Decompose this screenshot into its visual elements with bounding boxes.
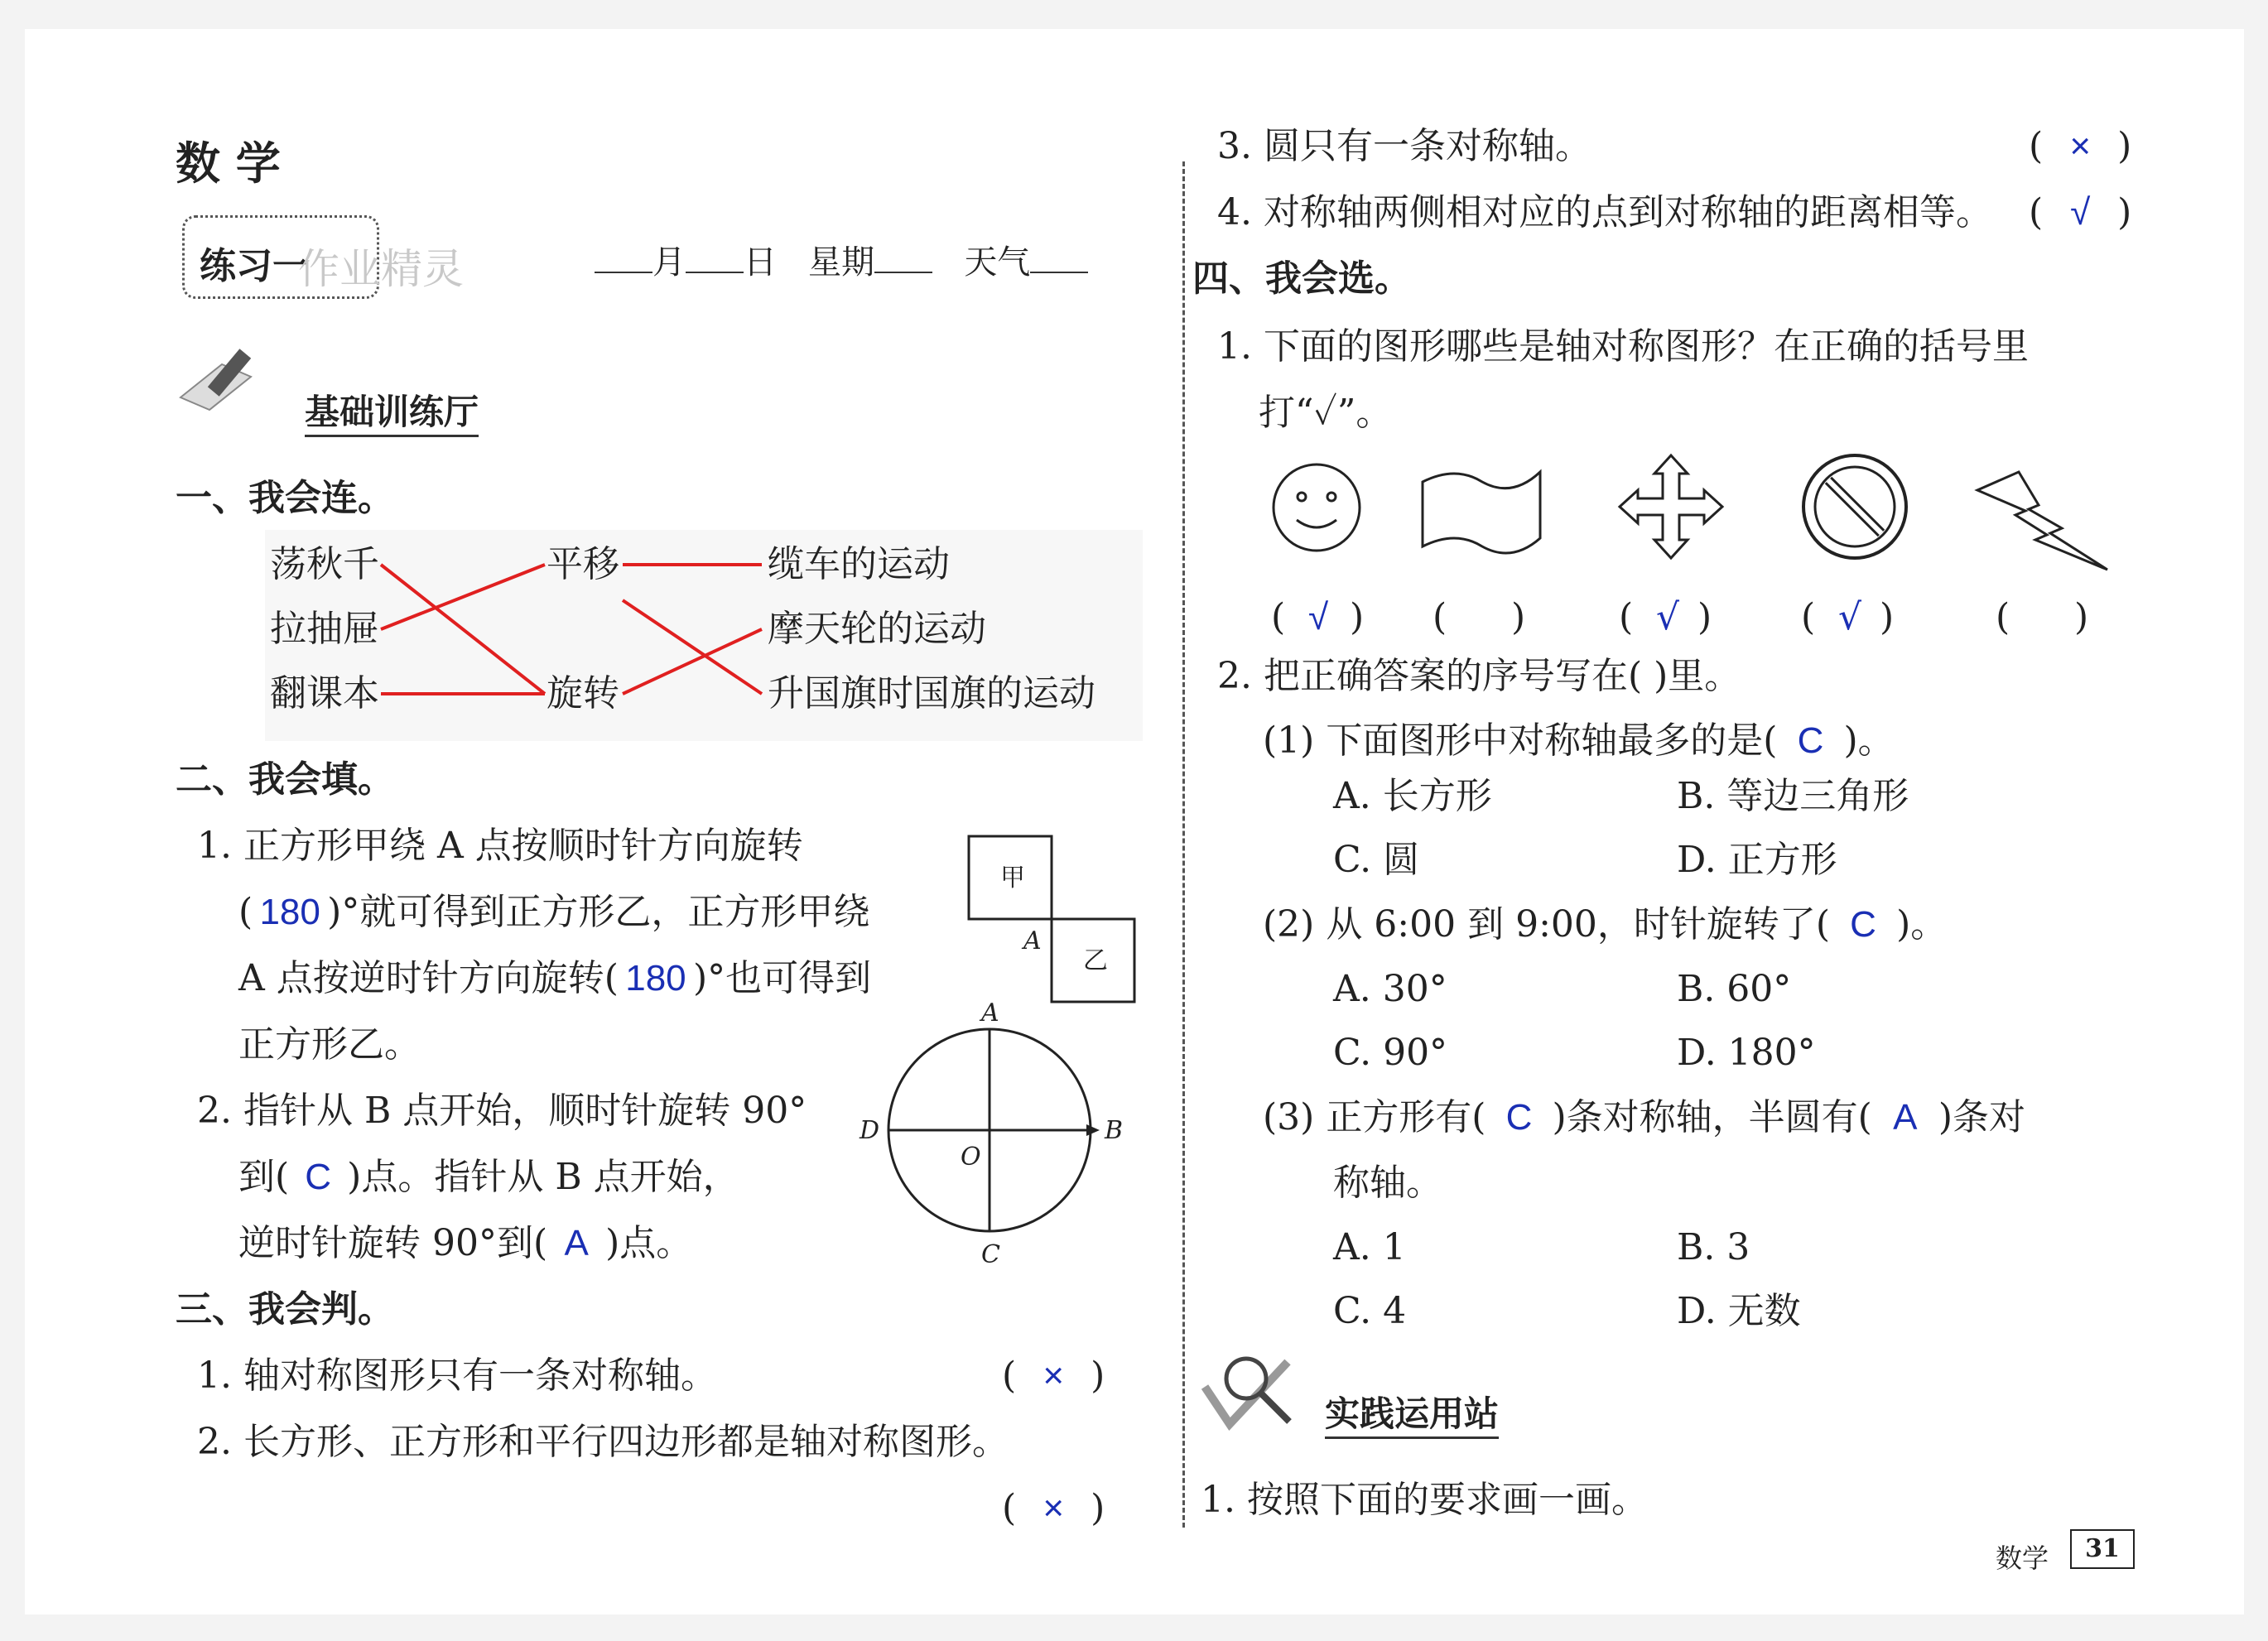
s4-q2-sub1-opt-a: A. 长方形 — [1333, 775, 1492, 817]
s3-item-1-answer: × — [1043, 1355, 1065, 1396]
match-box — [265, 530, 1143, 741]
s3-item-3: 3. 圆只有一条对称轴。 — [1217, 125, 1591, 167]
s3-item-1: 1. 轴对称图形只有一条对称轴。 — [197, 1355, 717, 1397]
s4-q2-sub3-stem: (3) 正方形有( C )条对称轴，半圆有( A )条对 — [1263, 1096, 2025, 1138]
s3-item-4: 4. 对称轴两侧相对应的点到对称轴的距离相等。 — [1217, 191, 1992, 233]
s4-q2-sub3-opt-a: A. 1 — [1333, 1226, 1406, 1268]
s4-q2-sub1-opt-b: B. 等边三角形 — [1677, 775, 1909, 817]
shape-4-bracket: ( — [1801, 596, 1816, 638]
s4-q2-sub2-answer: C — [1850, 904, 1876, 945]
page-number: 31 — [2070, 1529, 2135, 1569]
s4-q2-sub1-opt-c: C. 圆 — [1333, 839, 1420, 881]
match-mid-2: 旋转 — [547, 672, 619, 715]
footer-subject: 数学 — [1996, 1542, 2049, 1574]
exercise-label: 练习一 — [200, 245, 309, 287]
s4-q2-sub1-stem: (1) 下面图形中对称轴最多的是( C )。 — [1263, 719, 1895, 762]
s3-item-2-bracket: ( × ) — [1002, 1487, 1105, 1529]
s3-item-4-answer: √ — [2070, 192, 2091, 233]
match-left-1: 荡秋千 — [270, 543, 379, 585]
practice-q1: 1. 按照下面的要求画一画。 — [1201, 1479, 1648, 1521]
match-right-3: 升国旗时国旗的运动 — [768, 672, 1095, 715]
weekday-label: 星期 — [808, 243, 875, 282]
s4-q2-sub2-opt-b: B. 60° — [1677, 968, 1792, 1010]
s4-q2-sub2-opt-d: D. 180° — [1677, 1032, 1816, 1074]
s4-q1-line2: 打“✓”。 — [1259, 392, 1393, 434]
s2-title: 二、我会填。 — [176, 758, 394, 801]
s2-q2-line1: 2. 指针从 B 点开始，顺时针旋转 90° — [197, 1090, 807, 1132]
shape-1-bracket: ( — [1271, 596, 1286, 638]
watermark: 作业精灵 — [298, 245, 464, 293]
month-label: 月 — [652, 243, 686, 282]
s3-item-1-bracket: ( × ) — [1002, 1355, 1105, 1397]
s4-q2-sub1-answer: C — [1797, 720, 1824, 761]
workbook-page — [25, 29, 2244, 1615]
s2-q1-answer2: 180 — [625, 958, 686, 999]
match-left-3: 翻课本 — [270, 672, 379, 715]
prohibition-sign-icon — [1803, 455, 1906, 558]
s4-q2-sub3-answer1: C — [1505, 1097, 1533, 1138]
magnifier-check-icon — [1197, 1345, 1304, 1436]
match-right-2: 摩天轮的运动 — [768, 608, 986, 650]
s2-q2-answer1: C — [305, 1157, 332, 1197]
s3-item-4-bracket: ( √ ) — [2029, 191, 2132, 233]
s2-q2-line3: 逆时针旋转 90°到( A )点。 — [238, 1222, 693, 1264]
s2-q1-line4: 正方形乙。 — [238, 1023, 421, 1066]
s4-q2-sub2-stem: (2) 从 6:00 到 9:00，时针旋转了( C )。 — [1263, 903, 1948, 946]
clock-circle-figure — [853, 989, 1151, 1287]
waving-flag-icon — [1423, 472, 1540, 553]
four-arrow-cross-icon — [1620, 455, 1722, 558]
circle-point-c: C — [981, 1240, 1000, 1269]
s3-item-2-answer: × — [1043, 1488, 1065, 1528]
circle-point-d: D — [860, 1116, 880, 1145]
s4-title: 四、我会选。 — [1192, 257, 1411, 300]
s4-q2-sub3-line2: 称轴。 — [1333, 1162, 1442, 1204]
match-right-1: 缆车的运动 — [768, 543, 950, 585]
svg-text:): ) — [1511, 596, 1526, 638]
s3-item-3-answer: × — [2069, 126, 2092, 166]
circle-point-a: A — [981, 999, 999, 1027]
s4-q1-line1: 1. 下面的图形哪些是轴对称图形？在正确的括号里 — [1217, 325, 2029, 368]
shapes-row — [1234, 431, 2128, 638]
s4-q2-sub2-opt-c: C. 90° — [1333, 1032, 1448, 1074]
basic-hall-title: 基础训练厅 — [305, 385, 479, 437]
s3-title: 三、我会判。 — [176, 1288, 394, 1331]
s2-q1-line3: A 点按逆时针方向旋转( 180 )°也可得到 — [238, 957, 872, 999]
s4-q2-sub3-opt-b: B. 3 — [1677, 1226, 1750, 1268]
day-label: 日 — [744, 243, 777, 282]
s2-q1-line2: ( 180 )°就可得到正方形乙，正方形甲绕 — [238, 891, 870, 933]
circle-center-o: O — [961, 1143, 981, 1172]
s3-item-3-bracket: ( × ) — [2029, 125, 2132, 167]
shape-4-answer: √ — [1838, 596, 1862, 638]
s4-q2-sub2-opt-a: A. 30° — [1333, 968, 1447, 1010]
svg-text:): ) — [1350, 596, 1365, 638]
s4-q2-sub3-opt-c: C. 4 — [1333, 1290, 1407, 1332]
svg-text:): ) — [1697, 596, 1712, 638]
shape-3-answer: √ — [1656, 596, 1680, 638]
smiley-face-icon — [1274, 464, 1360, 551]
shape-5-bracket: ( — [1996, 596, 2010, 638]
square-jia-label: 甲 — [1000, 864, 1025, 893]
shape-1-answer: √ — [1308, 597, 1329, 638]
match-lines — [265, 530, 1143, 741]
subject-title: 数 学 — [176, 137, 281, 190]
lightning-bolt-icon — [1977, 472, 2107, 570]
s4-q2-sub3-opt-d: D. 无数 — [1677, 1290, 1801, 1332]
s2-q1-answer1: 180 — [259, 892, 320, 932]
s4-q2-sub1-opt-d: D. 正方形 — [1677, 839, 1837, 881]
s2-q1-line1: 1. 正方形甲绕 A 点按顺时针方向旋转 — [197, 825, 803, 867]
s2-q2-answer2: A — [564, 1223, 589, 1263]
s4-q2-title: 2. 把正确答案的序号写在( )里。 — [1217, 655, 1741, 697]
s1-title: 一、我会连。 — [176, 477, 394, 519]
squares-figure — [944, 803, 1159, 1018]
s4-q2-sub3-answer2: A — [1893, 1097, 1918, 1138]
practice-title: 实践运用站 — [1325, 1387, 1499, 1439]
svg-text:): ) — [2074, 596, 2089, 638]
match-left-2: 拉抽屉 — [270, 608, 379, 650]
date-line — [595, 243, 1088, 282]
circle-point-b: B — [1105, 1116, 1124, 1145]
shape-3-bracket: ( — [1619, 596, 1634, 638]
s2-q2-line2: 到( C )点。指针从 B 点开始， — [238, 1156, 739, 1198]
weather-label: 天气 — [964, 243, 1031, 282]
svg-text:): ) — [1880, 596, 1895, 638]
pen-paper-icon — [172, 339, 263, 414]
match-mid-1: 平移 — [547, 543, 619, 585]
square-yi-label: 乙 — [1083, 946, 1108, 975]
point-a-label: A — [1023, 926, 1042, 955]
shape-2-bracket: ( — [1433, 596, 1447, 638]
column-divider — [1182, 161, 1185, 1528]
s3-item-2: 2. 长方形、正方形和平行四边形都是轴对称图形。 — [197, 1421, 1009, 1463]
